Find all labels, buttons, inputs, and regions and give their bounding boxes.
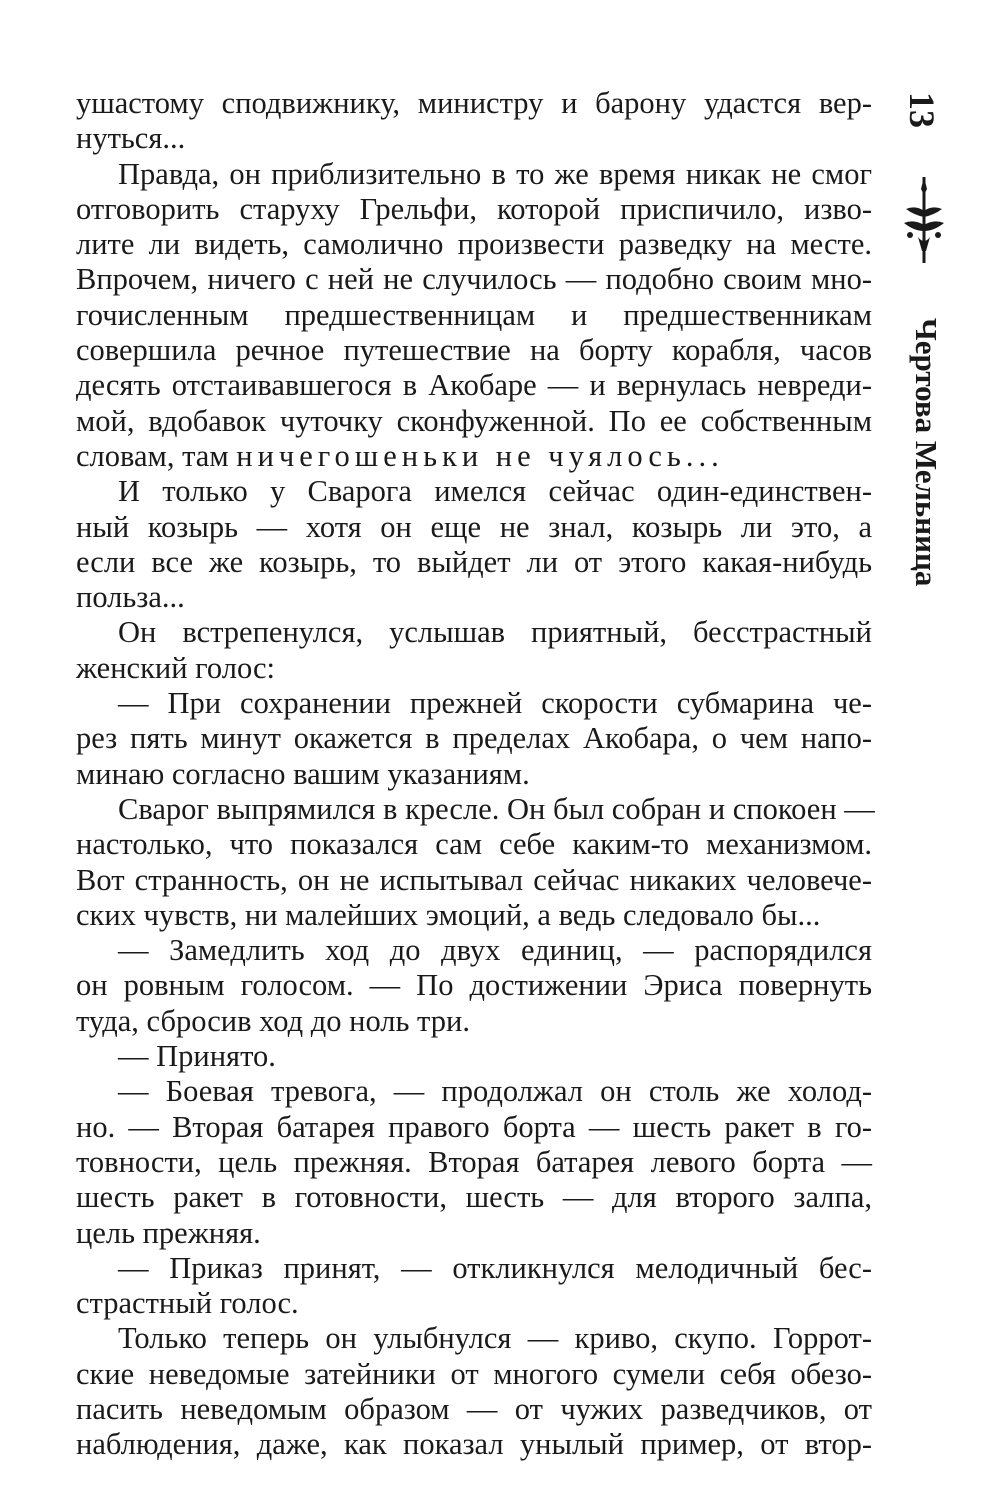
- text-line: И только у Сварога имелся сейчас один-единствен-: [118, 474, 872, 509]
- text-line: отговорить старуху Грельфи, которой приспичило, изво-: [76, 191, 872, 226]
- text-line: настолько, что показался сам себе каким-то механизмом.: [76, 827, 872, 862]
- text-line: совершила речное путешествие на борту корабля, часов: [76, 333, 872, 368]
- text-line: Впрочем, ничего с ней не случилось — подобно своим мно-: [76, 262, 872, 297]
- text-line-spaced: [76, 439, 872, 474]
- text-line: товности, цель прежняя. Вторая батарея левого борта —: [76, 1144, 872, 1179]
- running-title: Чертова Мельница: [909, 318, 944, 587]
- page-number: 13: [902, 92, 942, 128]
- text-line: мой, вдобавок чуточку сконфуженной. По ее собственным: [76, 403, 872, 438]
- text-line: ушастому сподвижнику, министру и барону удастся вер-: [76, 86, 872, 120]
- spaced-phrase: ничегошеньки не чуялось...: [236, 438, 724, 473]
- text-line: Только теперь он улыбнулся — криво, скупо. Горрот-: [118, 1321, 872, 1356]
- text-line: Вот странность, он не испытывал сейчас никаких человече-: [76, 862, 872, 897]
- text-line: наблюдения, даже, как показал унылый пример, от втор-: [76, 1427, 872, 1462]
- text-line: Сварог выпрямился в кресле. Он был собран и спокоен —: [118, 791, 875, 826]
- text-line: цель прежняя.: [76, 1215, 261, 1250]
- text-line: пасить неведомым образом — от чужих разведчиков, от: [76, 1391, 872, 1426]
- text-line: если все же козырь, то выйдет ли от этого какая-нибудь: [76, 544, 872, 579]
- text-line: ный козырь — хотя он еще не знал, козырь ли это, а: [76, 509, 872, 544]
- body-text: [76, 86, 875, 1463]
- text-line: страстный голос.: [76, 1286, 299, 1321]
- text-line: туда, сбросив ход до ноль три.: [76, 1003, 470, 1038]
- text-line: минаю согласно вашим указаниям.: [76, 756, 530, 791]
- text-line: лите ли видеть, самолично произвести разведку на месте.: [76, 227, 872, 262]
- text-line: польза...: [76, 580, 185, 615]
- text-line: ские неведомые затейники от многого сумели себя обезо-: [76, 1356, 872, 1391]
- text-line: десять отстаивавшегося в Акобаре — и вернулась невреди-: [76, 368, 872, 403]
- text-line: ских чувств, ни малейших эмоций, а ведь следовало бы...: [76, 897, 821, 932]
- text-line: Правда, он приблизительно в то же время никак не смог: [118, 156, 872, 191]
- text-line: — Боевая тревога, — продолжал он столь же холод-: [118, 1074, 872, 1109]
- text-line: нуться...: [76, 121, 186, 156]
- text-line: он ровным голосом. — По достижении Эриса повернуть: [76, 968, 872, 1003]
- text-line: гочисленным предшественницам и предшественникам: [76, 297, 872, 332]
- text-line: женский голос:: [76, 650, 275, 685]
- text-line: — Принято.: [118, 1039, 276, 1074]
- text-line-start: словам, там: [76, 438, 237, 473]
- text-line: Он встрепенулся, услышав приятный, бесстрастный: [118, 615, 872, 650]
- text-line: шесть ракет в готовности, шесть — для второго залпа,: [76, 1180, 872, 1215]
- dagger-ornament-icon: [900, 175, 948, 265]
- text-line: — Приказ принят, — откликнулся мелодичный бес-: [118, 1250, 872, 1285]
- text-line: рез пять минут окажется в пределах Акобара, о чем напо-: [76, 721, 872, 756]
- text-line: но. — Вторая батарея правого борта — шесть ракет в го-: [76, 1109, 872, 1144]
- text-line: — При сохранении прежней скорости субмарина че-: [118, 686, 872, 721]
- text-line: — Замедлить ход до двух единиц, — распорядился: [118, 933, 872, 968]
